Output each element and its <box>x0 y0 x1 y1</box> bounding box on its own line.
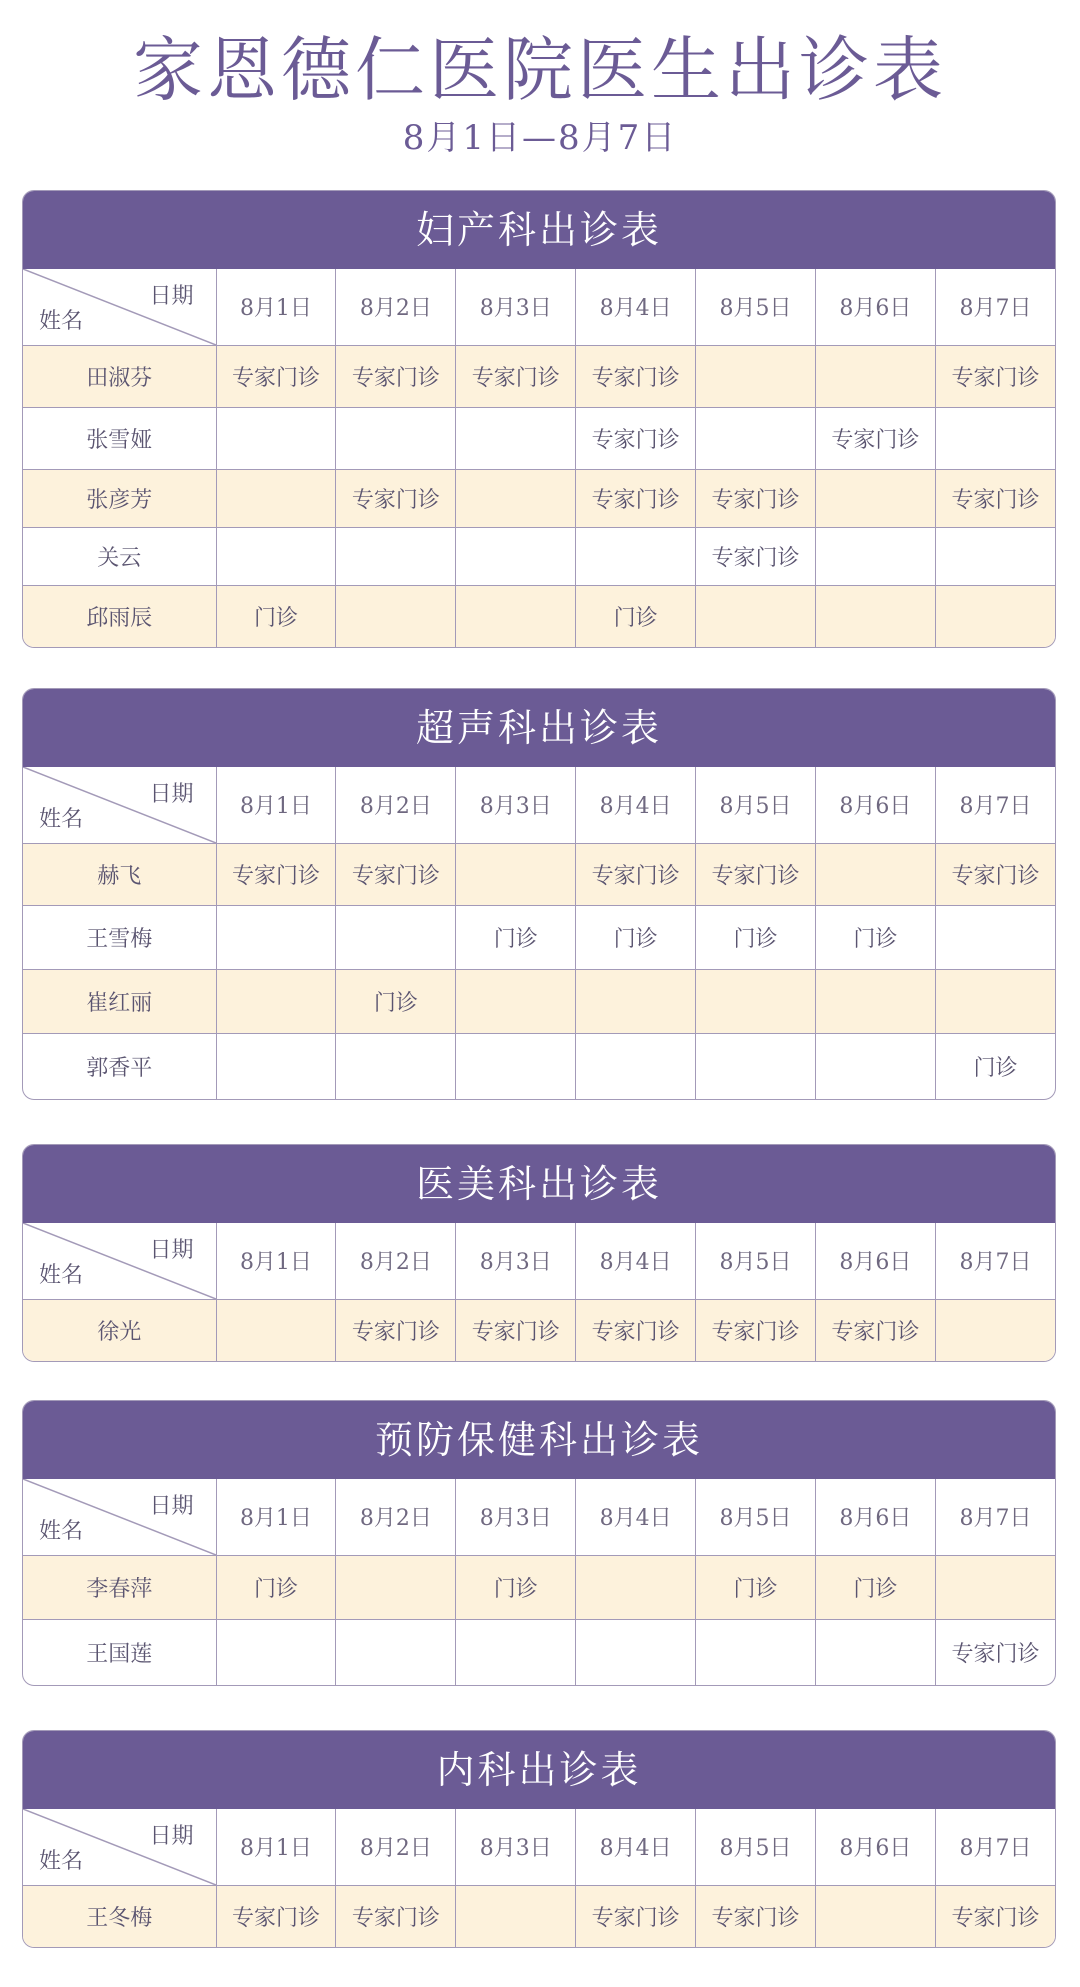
schedule-cell <box>216 527 336 585</box>
schedule-cell <box>456 527 576 585</box>
schedule-cell <box>815 1033 935 1099</box>
schedule-cell: 专家门诊 <box>935 469 1055 527</box>
doctor-name: 李春萍 <box>23 1555 216 1619</box>
name-row-label: 姓名 <box>39 806 84 832</box>
doctor-name: 赫飞 <box>23 843 216 905</box>
schedule-cell: 专家门诊 <box>935 345 1055 407</box>
corner-header-cell <box>23 1223 216 1299</box>
schedule-cell <box>216 1299 336 1361</box>
schedule-cell <box>336 1619 456 1685</box>
doctor-name: 张彦芳 <box>23 469 216 527</box>
schedule-cell <box>336 407 456 469</box>
header-row <box>23 1223 1055 1299</box>
day-header: 8月7日 <box>935 269 1055 345</box>
schedule-cell: 门诊 <box>456 905 576 969</box>
name-row-label: 姓名 <box>39 1518 84 1544</box>
day-header: 8月5日 <box>696 1223 816 1299</box>
date-column-label: 日期 <box>149 1824 194 1849</box>
day-header: 8月4日 <box>576 1479 696 1555</box>
day-header: 8月1日 <box>216 1479 336 1555</box>
schedule-cell: 专家门诊 <box>216 1885 336 1947</box>
date-column-label: 日期 <box>149 284 194 309</box>
header-row <box>23 1479 1055 1555</box>
schedule-cell: 专家门诊 <box>696 843 816 905</box>
day-header: 8月3日 <box>456 767 576 843</box>
schedule-cell <box>576 969 696 1033</box>
schedule-cell: 专家门诊 <box>815 407 935 469</box>
schedule-title: 超声科出诊表 <box>23 689 1055 767</box>
day-header: 8月4日 <box>576 767 696 843</box>
day-header: 8月3日 <box>456 1479 576 1555</box>
day-header: 8月1日 <box>216 1809 336 1885</box>
day-header: 8月2日 <box>336 1223 456 1299</box>
schedule-cell: 专家门诊 <box>576 1885 696 1947</box>
schedule-cell: 门诊 <box>815 905 935 969</box>
schedule-cell: 专家门诊 <box>935 843 1055 905</box>
corner-header-cell <box>23 1809 216 1885</box>
schedule-cell: 门诊 <box>815 1555 935 1619</box>
schedule-table <box>23 767 1055 1099</box>
day-header: 8月1日 <box>216 1223 336 1299</box>
schedule-cell <box>216 905 336 969</box>
schedule-table <box>23 1223 1055 1361</box>
schedule-cell <box>336 1555 456 1619</box>
doctor-row <box>23 469 1055 527</box>
day-header: 8月4日 <box>576 269 696 345</box>
doctor-row <box>23 1299 1055 1361</box>
day-header: 8月2日 <box>336 767 456 843</box>
day-header: 8月2日 <box>336 269 456 345</box>
name-row-label: 姓名 <box>39 308 84 334</box>
schedule-cell: 专家门诊 <box>336 345 456 407</box>
schedule-cell <box>935 1555 1055 1619</box>
schedule-cell: 专家门诊 <box>216 345 336 407</box>
schedule-cell <box>336 527 456 585</box>
day-header: 8月1日 <box>216 767 336 843</box>
day-header: 8月4日 <box>576 1223 696 1299</box>
date-column-label: 日期 <box>149 1494 194 1519</box>
schedule-cell: 门诊 <box>576 585 696 647</box>
doctor-row <box>23 1885 1055 1947</box>
doctor-row <box>23 345 1055 407</box>
schedule-cell: 门诊 <box>973 1055 1018 1081</box>
schedule-cell <box>696 1619 816 1685</box>
doctor-name: 张雪娅 <box>23 407 216 469</box>
schedule-cell: 专家门诊 <box>576 407 696 469</box>
doctor-row <box>23 969 1055 1033</box>
corner-header-cell <box>23 1479 216 1555</box>
schedule-cell <box>216 407 336 469</box>
day-header: 8月4日 <box>576 1809 696 1885</box>
schedule-cell: 门诊 <box>456 1555 576 1619</box>
header-row <box>23 767 1055 843</box>
schedule-cell <box>576 1555 696 1619</box>
schedule-cell: 专家门诊 <box>576 345 696 407</box>
schedule-obgyn <box>22 190 1056 648</box>
date-column-label: 日期 <box>149 1238 194 1263</box>
day-header: 8月3日 <box>456 1223 576 1299</box>
doctor-name: 邱雨辰 <box>23 585 216 647</box>
day-header: 8月2日 <box>336 1479 456 1555</box>
header-row <box>23 269 1055 345</box>
schedule-cell <box>696 1033 816 1099</box>
date-range-subtitle: 8月1日—8月7日 <box>402 118 678 158</box>
schedule-cell <box>696 345 816 407</box>
schedule-cell: 专家门诊 <box>696 1885 816 1947</box>
doctor-row <box>23 905 1055 969</box>
schedule-cell <box>815 585 935 647</box>
doctor-name: 徐光 <box>23 1299 216 1361</box>
schedule-cell <box>935 969 1055 1033</box>
schedule-cell: 专家门诊 <box>336 843 456 905</box>
schedule-cell: 专家门诊 <box>576 469 696 527</box>
doctor-name: 关云 <box>23 527 216 585</box>
schedule-cell <box>216 969 336 1033</box>
schedule-cell <box>216 1033 336 1099</box>
schedule-cell <box>576 1619 696 1685</box>
doctor-name: 郭香平 <box>23 1033 216 1099</box>
schedule-cell: 专家门诊 <box>336 1885 456 1947</box>
schedule-title: 内科出诊表 <box>23 1731 1055 1809</box>
schedule-cell: 门诊 <box>696 905 816 969</box>
page-title: 家恩德仁医院医生出诊表 <box>133 29 947 111</box>
schedule-cell: 专家门诊 <box>935 1885 1055 1947</box>
schedule-cell <box>696 585 816 647</box>
doctor-row <box>23 527 1055 585</box>
schedule-cell: 专家门诊 <box>696 469 816 527</box>
schedule-cell <box>456 585 576 647</box>
header-row <box>23 1809 1055 1885</box>
day-header: 8月7日 <box>935 1223 1055 1299</box>
doctor-name: 王冬梅 <box>23 1885 216 1947</box>
day-header: 8月2日 <box>336 1809 456 1885</box>
doctor-name: 田淑芬 <box>23 345 216 407</box>
schedule-cell: 门诊 <box>576 905 696 969</box>
schedule-cell: 专家门诊 <box>336 1299 456 1361</box>
schedule-cell: 专家门诊 <box>456 345 576 407</box>
schedule-cell <box>456 469 576 527</box>
day-header: 8月6日 <box>815 767 935 843</box>
day-header: 8月7日 <box>935 1479 1055 1555</box>
corner-header-cell <box>23 269 216 345</box>
schedule-preventive-care <box>22 1400 1056 1686</box>
doctor-row <box>23 843 1055 905</box>
day-header: 8月6日 <box>815 1809 935 1885</box>
doctor-name: 王国莲 <box>23 1619 216 1685</box>
schedule-aesthetics <box>22 1144 1056 1362</box>
schedule-table <box>23 269 1055 647</box>
schedule-cell <box>815 1885 935 1947</box>
schedule-internal-medicine <box>22 1730 1056 1948</box>
schedule-cell <box>456 969 576 1033</box>
schedule-cell <box>576 527 696 585</box>
schedule-table <box>23 1479 1055 1685</box>
name-row-label: 姓名 <box>39 1848 84 1874</box>
schedule-cell <box>815 1619 935 1685</box>
schedule-cell <box>456 407 576 469</box>
doctor-row <box>23 1555 1055 1619</box>
schedule-cell: 专家门诊 <box>576 1299 696 1361</box>
doctor-row <box>23 407 1055 469</box>
schedule-cell <box>456 1885 576 1947</box>
day-header: 8月7日 <box>935 767 1055 843</box>
schedule-cell <box>935 527 1055 585</box>
schedule-cell <box>815 469 935 527</box>
day-header: 8月5日 <box>696 1479 816 1555</box>
schedule-cell <box>216 469 336 527</box>
schedule-cell: 门诊 <box>216 585 336 647</box>
doctor-name: 崔红丽 <box>23 969 216 1033</box>
schedule-cell: 专家门诊 <box>815 1299 935 1361</box>
schedule-cell <box>576 1033 696 1099</box>
schedule-cell <box>935 407 1055 469</box>
schedule-cell <box>815 345 935 407</box>
schedule-cell: 专家门诊 <box>696 1299 816 1361</box>
day-header: 8月6日 <box>815 269 935 345</box>
schedule-title: 预防保健科出诊表 <box>23 1401 1055 1479</box>
doctor-row <box>23 1619 1055 1685</box>
schedule-cell <box>456 843 576 905</box>
schedule-ultrasound <box>22 688 1056 1100</box>
schedule-cell <box>935 905 1055 969</box>
schedule-title: 医美科出诊表 <box>23 1145 1055 1223</box>
schedule-cell: 专家门诊 <box>336 469 456 527</box>
schedule-cell: 专家门诊 <box>696 527 816 585</box>
day-header: 8月5日 <box>696 767 816 843</box>
schedule-cell <box>336 585 456 647</box>
day-header: 8月1日 <box>216 269 336 345</box>
day-header: 8月6日 <box>815 1479 935 1555</box>
schedule-cell <box>935 585 1055 647</box>
date-column-label: 日期 <box>149 782 194 807</box>
schedule-cell <box>815 527 935 585</box>
schedule-cell <box>935 1299 1055 1361</box>
schedule-cell: 专家门诊 <box>456 1299 576 1361</box>
corner-header-cell <box>23 767 216 843</box>
schedule-cell: 门诊 <box>336 969 456 1033</box>
schedule-cell: 专家门诊 <box>951 1641 1040 1667</box>
day-header: 8月7日 <box>935 1809 1055 1885</box>
schedule-cell: 门诊 <box>696 1555 816 1619</box>
schedule-table <box>23 1809 1055 1947</box>
schedule-cell <box>216 1619 336 1685</box>
day-header: 8月6日 <box>815 1223 935 1299</box>
schedule-cell: 专家门诊 <box>216 843 336 905</box>
schedule-cell <box>336 905 456 969</box>
schedule-cell <box>456 1033 576 1099</box>
day-header: 8月5日 <box>696 269 816 345</box>
day-header: 8月5日 <box>696 1809 816 1885</box>
schedule-cell <box>696 407 816 469</box>
schedule-cell: 门诊 <box>216 1555 336 1619</box>
schedule-cell <box>815 843 935 905</box>
schedule-cell <box>336 1033 456 1099</box>
day-header: 8月3日 <box>456 269 576 345</box>
schedule-cell <box>456 1619 576 1685</box>
schedule-title: 妇产科出诊表 <box>23 191 1055 269</box>
doctor-row <box>23 1033 1055 1099</box>
doctor-name: 王雪梅 <box>23 905 216 969</box>
day-header: 8月3日 <box>456 1809 576 1885</box>
schedule-cell <box>815 969 935 1033</box>
schedule-cell: 专家门诊 <box>576 843 696 905</box>
doctor-row <box>23 585 1055 647</box>
name-row-label: 姓名 <box>39 1262 84 1288</box>
schedule-cell <box>696 969 816 1033</box>
